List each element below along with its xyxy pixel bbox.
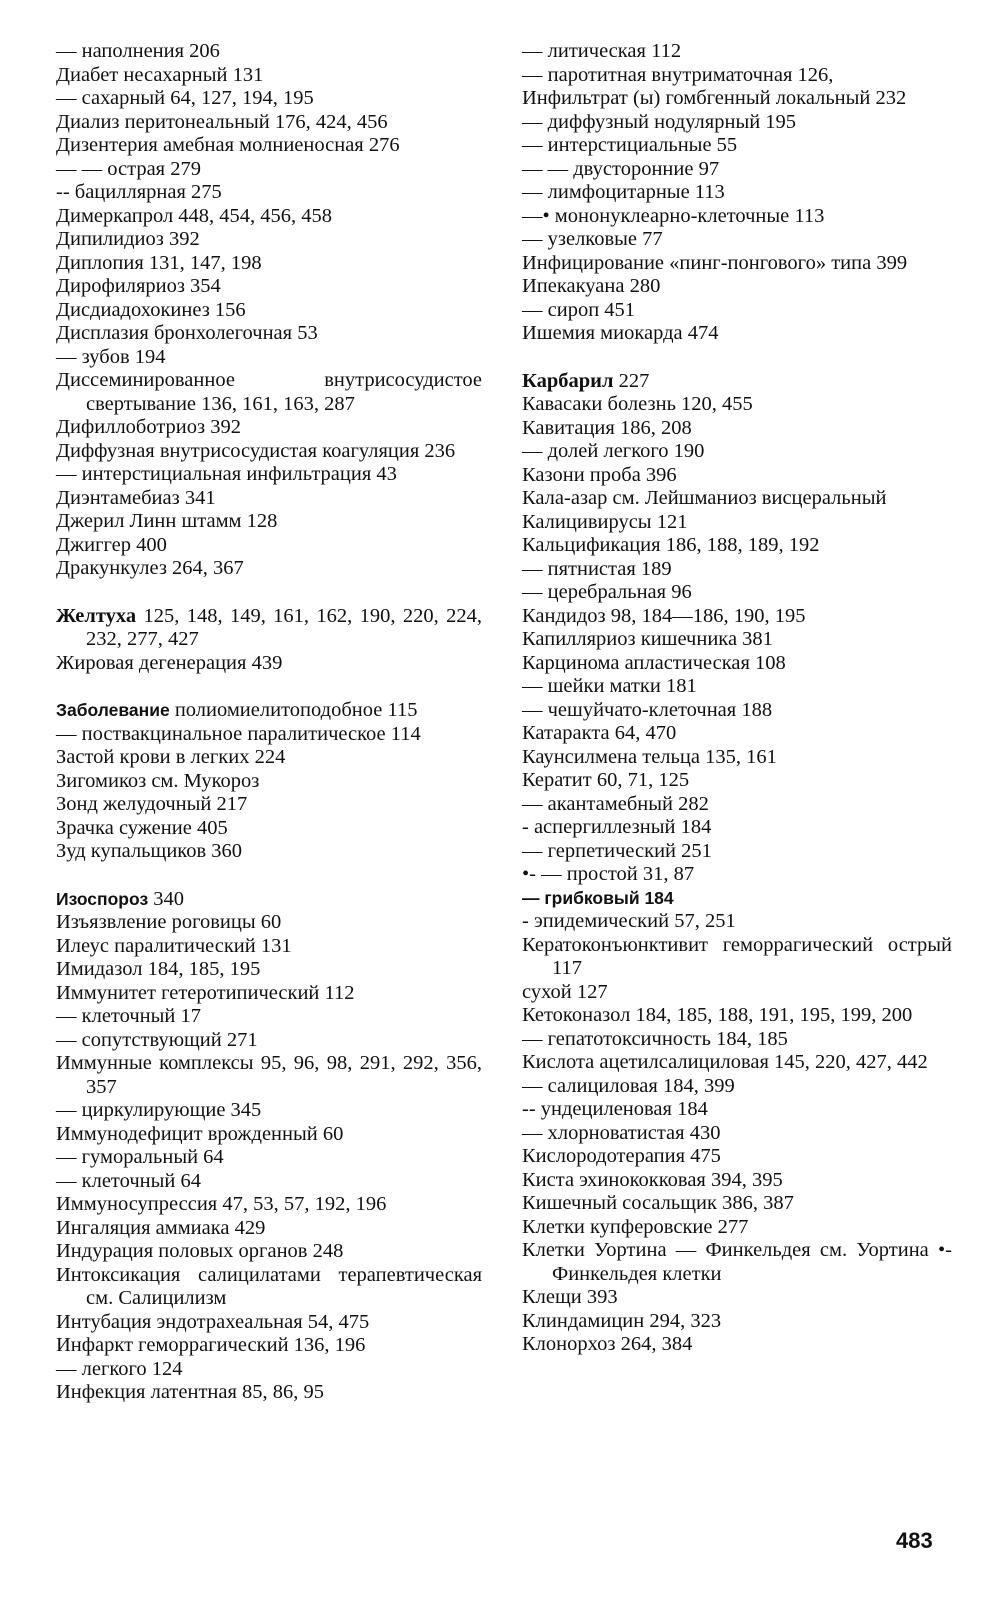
section-gap [56, 864, 482, 888]
index-entry: Кальцификация 186, 188, 189, 192 [522, 534, 820, 556]
index-entry: Капилляриоз кишечника 381 [522, 628, 773, 650]
index-entry: — грибковый 184 [522, 887, 674, 908]
index-entry: Интубация эндотрахеальная 54, 475 [56, 1310, 370, 1333]
index-entry: — сахарный 64, 127, 194, 195 [56, 87, 314, 109]
index-entry: — диффузный нодулярный 195 [522, 110, 797, 133]
index-pages: 340 [148, 887, 185, 910]
index-entry [56, 605, 482, 652]
index-entry: Ишемия миокарда 474 [522, 322, 719, 344]
index-entry: Кислородотерапия 475 [522, 1145, 721, 1167]
index-entry: — — двусторонние 97 [522, 157, 720, 180]
index-entry: Кавасаки болезнь 120, 455 [522, 393, 753, 415]
index-entry: Застой крови в легких 224 [56, 746, 286, 768]
index-entry: — узелковые 77 [522, 228, 663, 250]
index-entry: — интерстициальные 55 [522, 134, 738, 156]
index-entry: Диализ перитонеальный 176, 424, 456 [56, 110, 388, 133]
index-entry: — пятнистая 189 [522, 557, 672, 580]
index-entry: Дирофиляриоз 354 [56, 275, 221, 297]
index-entry [56, 699, 482, 723]
index-heading: Заболевание [56, 700, 170, 720]
index-entry: Кератоконъюнктивит геморрагический острый 117 [522, 933, 952, 979]
index-entry: — герпетический 251 [522, 839, 712, 862]
index-entry: Зонд желудочный 217 [56, 793, 248, 815]
index-entry: Клиндамицин 294, 323 [522, 1309, 722, 1332]
index-entry: Изъязвление роговицы 60 [56, 911, 282, 933]
index-column-right [522, 40, 952, 1357]
index-entry: — легкого 124 [56, 1357, 183, 1380]
index-entry: Диссеминированное внутрисосудистое свертывание 136, 161, 163, 287 [56, 369, 482, 415]
index-entry: -- ундециленовая 184 [522, 1098, 708, 1120]
index-pages: 227 [613, 369, 650, 392]
index-entry: Зрачка сужение 405 [56, 816, 228, 839]
index-entry: Ингаляция аммиака 429 [56, 1216, 266, 1239]
index-entry: Казони проба 396 [522, 463, 677, 486]
index-entry: Клещи 393 [522, 1286, 618, 1308]
index-entry [522, 370, 952, 394]
index-entry: — циркулирующие 345 [56, 1099, 262, 1121]
index-entry: Илеус паралитический 131 [56, 934, 292, 957]
index-entry: — сироп 451 [522, 298, 636, 321]
index-entry: Дракункулез 264, 367 [56, 557, 244, 579]
index-entry: — гепатотоксичность 184, 185 [522, 1027, 788, 1050]
index-entry: Кератит 60, 71, 125 [522, 769, 690, 791]
section-gap [56, 675, 482, 699]
index-entry: Катаракта 64, 470 [522, 722, 677, 744]
section-gap [522, 346, 952, 370]
index-entry: Диэнтамебиаз 341 [56, 486, 216, 509]
index-heading: Желтуха [56, 604, 137, 627]
index-entry: — поствакцинальное паралитическое 114 [56, 722, 421, 745]
index-entry: Кала-азар см. Лейшманиоз висцеральный [522, 487, 887, 509]
index-entry: Зигомикоз см. Мукороз [56, 769, 260, 792]
index-entry: — церебральная 96 [522, 581, 692, 603]
index-entry: — салициловая 184, 399 [522, 1074, 735, 1097]
index-entry: Дипилидиоз 392 [56, 228, 200, 250]
index-entry: Интоксикация салицилатами терапевтическая см. Салицилизм [56, 1263, 482, 1309]
index-entry: Иммуносупрессия 47, 53, 57, 192, 196 [56, 1193, 387, 1215]
index-entry: — интерстициальная инфильтрация 43 [56, 463, 397, 485]
index-entry: Дисплазия бронхолегочная 53 [56, 322, 318, 344]
index-entry: сухой 127 [522, 980, 608, 1003]
index-entry: — наполнения 206 [56, 40, 220, 62]
index-entry: — хлорноватистая 430 [522, 1121, 721, 1144]
index-entry: — лимфоцитарные 113 [522, 181, 725, 203]
index-entry: - аспергиллезный 184 [522, 816, 712, 838]
index-entry: Диффузная внутрисосудистая коагуляция 236 [56, 439, 456, 462]
index-entry: — клеточный 17 [56, 1005, 201, 1027]
index-entry: Иммунные комплексы 95, 96, 98, 291, 292, 356, 357 [56, 1052, 482, 1098]
index-entry: - эпидемический 57, 251 [522, 910, 736, 932]
index-entry: — паротитная внутриматочная 126, [522, 63, 834, 86]
index-heading: Изоспороз [56, 888, 149, 909]
index-pages: 125, 148, 149, 161, 162, 190, 220, 224, 232, 277, 427 [86, 604, 482, 650]
index-entry: Клетки купферовские 277 [522, 1215, 749, 1238]
index-entry: Кандидоз 98, 184—186, 190, 195 [522, 604, 806, 627]
index-heading: Карбарил [522, 369, 614, 392]
index-entry: — долей легкого 190 [522, 440, 705, 462]
index-entry: -- бациллярная 275 [56, 181, 222, 203]
index-entry: Имидазол 184, 185, 195 [56, 958, 261, 980]
index-entry: Дизентерия амебная молниеносная 276 [56, 134, 400, 156]
index-entry [56, 888, 482, 912]
index-entry: Джерил Линн штамм 128 [56, 510, 278, 532]
index-entry: Димеркапрол 448, 454, 456, 458 [56, 204, 333, 227]
index-entry: Джиггер 400 [56, 533, 167, 556]
index-entry: Инфаркт геморрагический 136, 196 [56, 1334, 366, 1356]
index-entry: — клеточный 64 [56, 1169, 201, 1192]
index-entry: — гуморальный 64 [56, 1146, 224, 1168]
index-entry: Индурация половых органов 248 [56, 1240, 344, 1262]
section-gap [56, 581, 482, 605]
index-entry: Ипекакуана 280 [522, 275, 661, 297]
index-entry: •- — простой 31, 87 [522, 863, 695, 885]
index-entry: Инфицирование «пинг-понгового» типа 399 [522, 251, 908, 274]
index-entry: Кавитация 186, 208 [522, 416, 692, 439]
index-entry: Дифиллоботриоз 392 [56, 416, 241, 438]
index-entry: Калицивирусы 121 [522, 510, 688, 533]
index-entry: Кетоконазол 184, 185, 188, 191, 195, 199, 200 [522, 1004, 913, 1026]
index-entry: Кислота ацетилсалициловая 145, 220, 427, 442 [522, 1051, 928, 1073]
index-entry: Инфекция латентная 85, 86, 95 [56, 1381, 325, 1403]
index-entry: Киста эхинококковая 394, 395 [522, 1168, 783, 1191]
index-entry: Кишечный сосальщик 386, 387 [522, 1192, 794, 1214]
index-entry: — акантамебный 282 [522, 792, 709, 815]
index-entry: Иммунитет гетеротипический 112 [56, 981, 355, 1004]
index-entry: Диабет несахарный 131 [56, 63, 264, 86]
index-entry: Клонорхоз 264, 384 [522, 1333, 693, 1355]
index-entry: Жировая дегенерация 439 [56, 651, 283, 674]
index-entry: Инфильтрат (ы) гомбгенный локальный 232 [522, 87, 907, 109]
index-entry: — шейки матки 181 [522, 675, 697, 697]
index-entry: Клетки Уортина — Финкельдея см. Уортина •- Финкельдея клетки [522, 1239, 952, 1285]
index-entry: Карцинома апластическая 108 [522, 651, 786, 674]
index-entry: — чешуйчато-клеточная 188 [522, 698, 773, 721]
index-pages: полиомиелитоподобное 115 [169, 699, 418, 721]
index-entry: — зубов 194 [56, 345, 166, 368]
index-entry: — — острая 279 [56, 157, 201, 180]
index-entry: Иммунодефицит врожденный 60 [56, 1122, 344, 1145]
index-entry: Диплопия 131, 147, 198 [56, 251, 262, 274]
index-column-left [56, 40, 482, 1405]
index-entry: — литическая 112 [522, 40, 682, 62]
page-number: 483 [896, 1528, 933, 1553]
index-entry: Зуд купальщиков 360 [56, 840, 243, 862]
index-entry: — сопутствующий 271 [56, 1028, 258, 1051]
index-entry: —• мононуклеарно-клеточные 113 [522, 204, 825, 227]
index-entry: Каунсилмена тельца 135, 161 [522, 745, 777, 768]
index-entry: Дисдиадохокинез 156 [56, 298, 246, 321]
